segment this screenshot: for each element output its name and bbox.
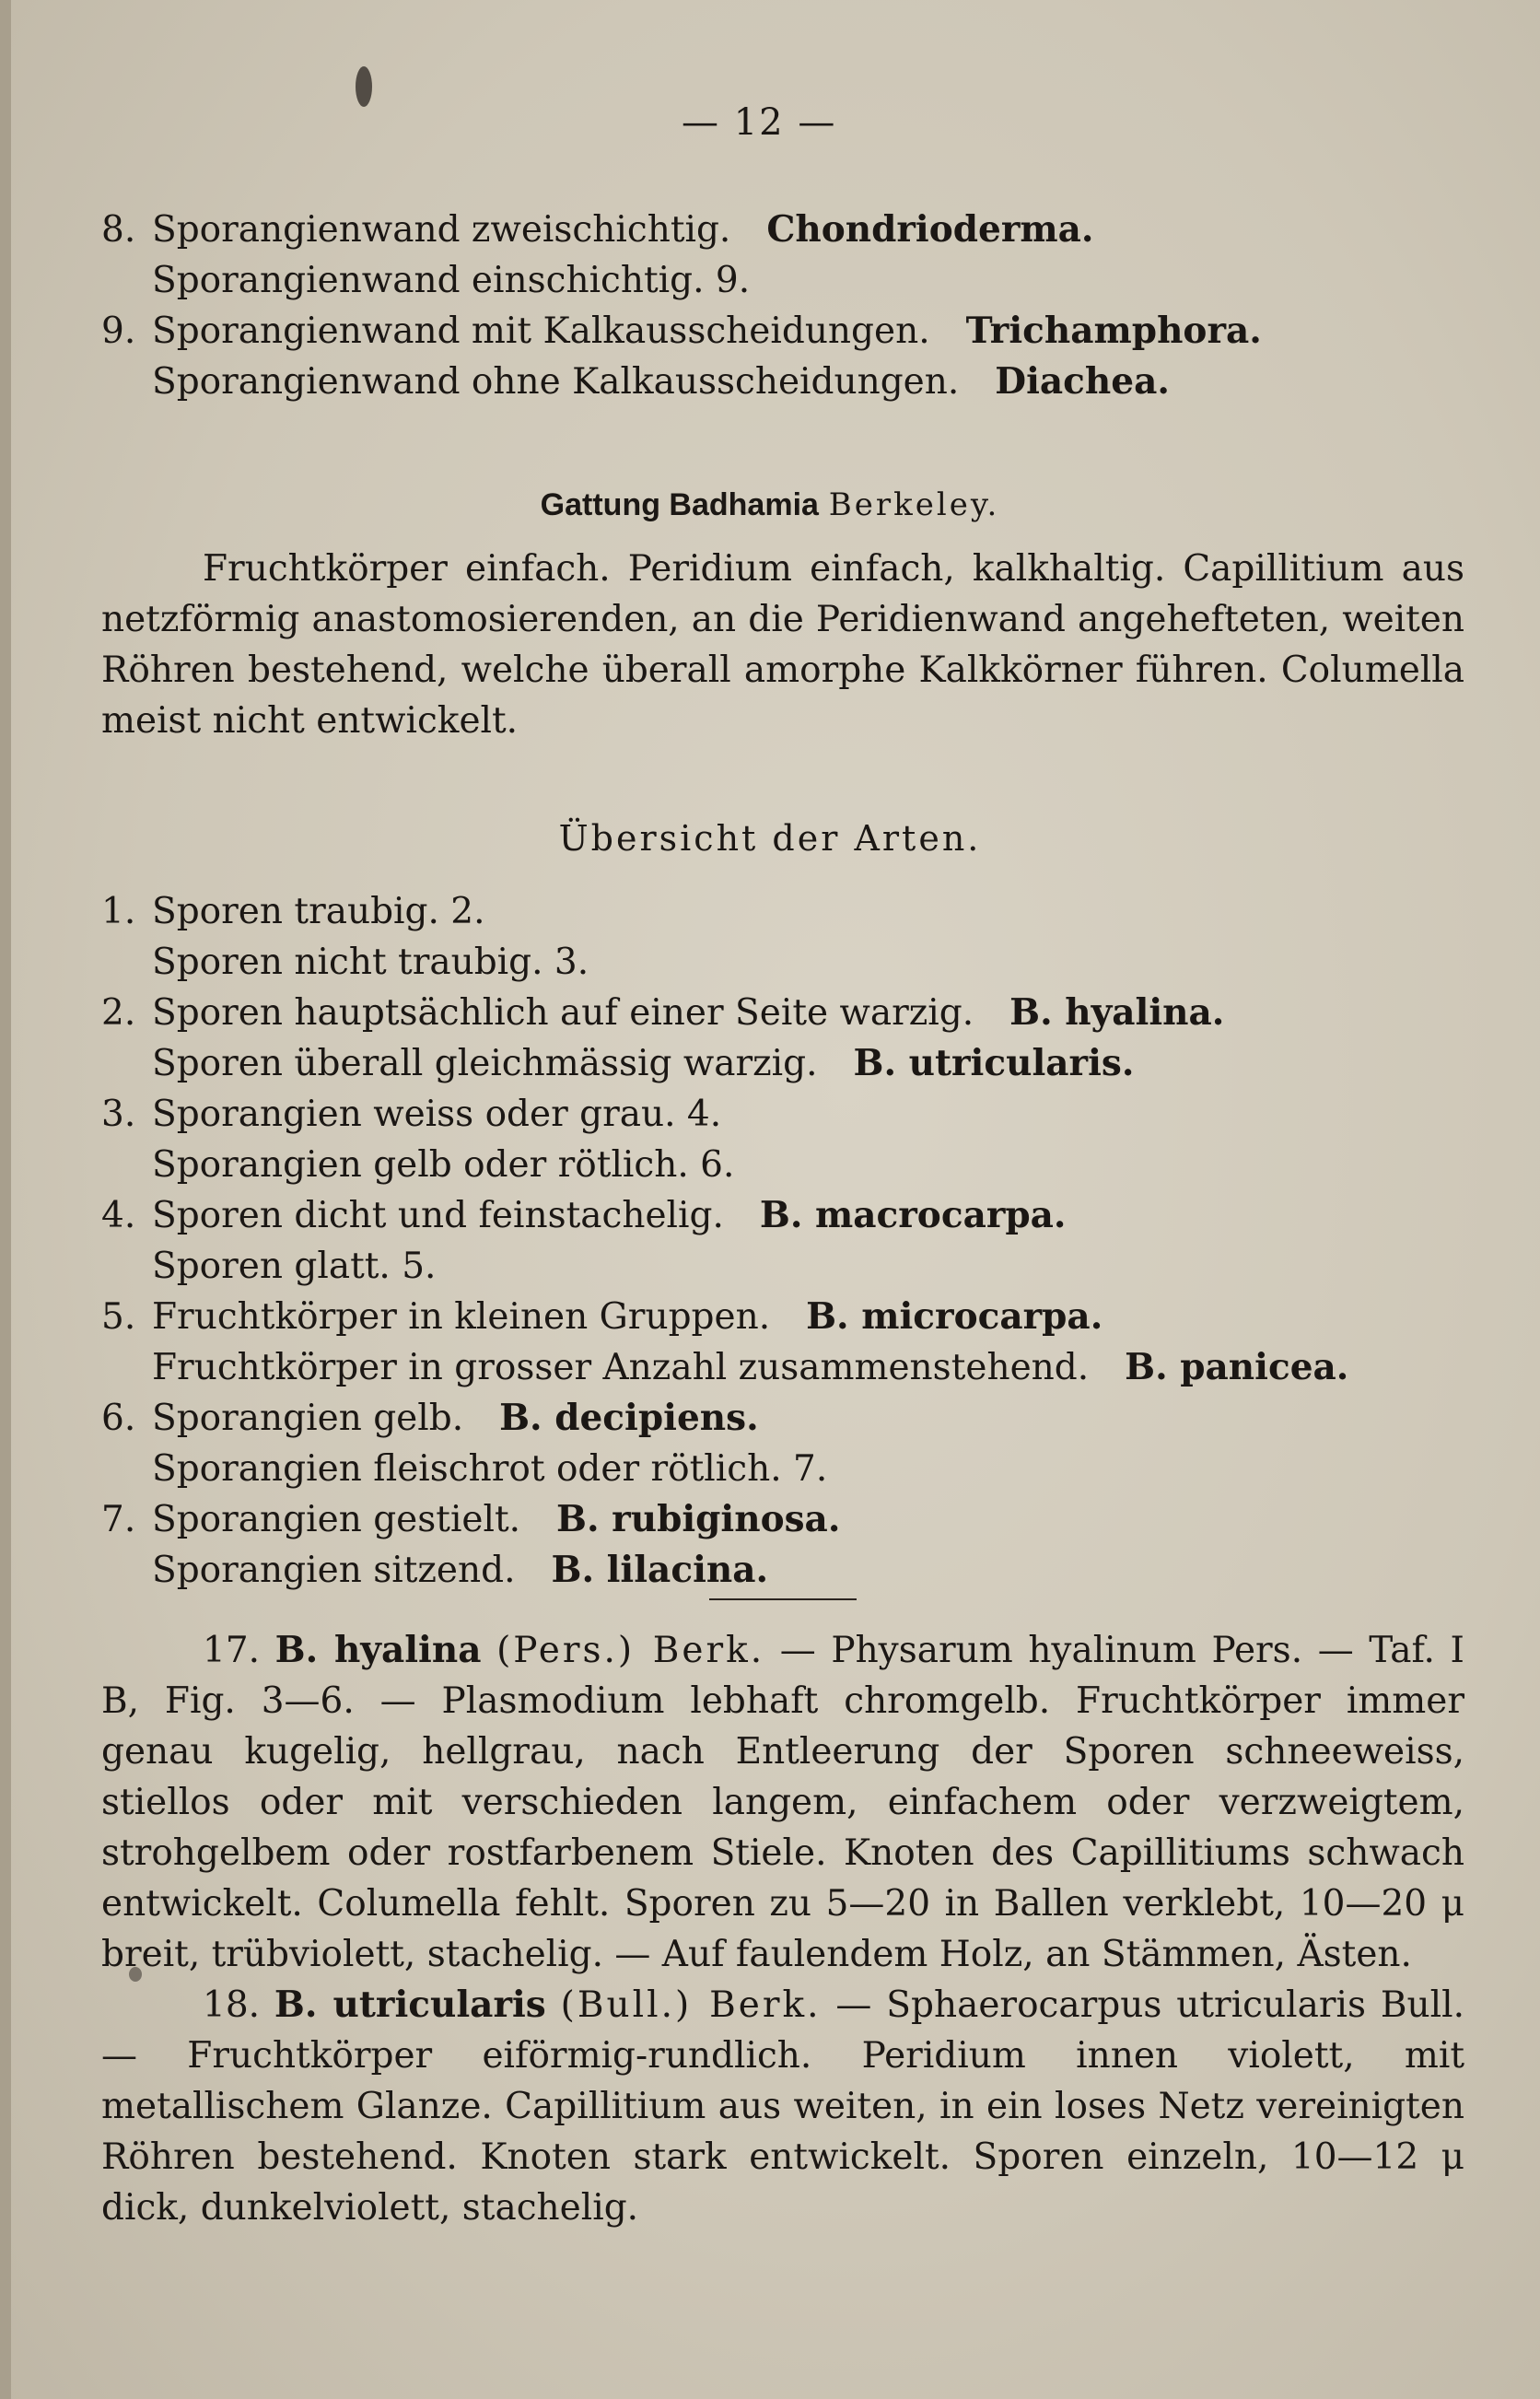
key-taxon: B. lilacina. [551,1549,769,1591]
species-descriptions [101,1625,1464,2233]
key-text: Sporangienwand einschichtig. 9. [152,260,751,301]
key-text: Sporangien sitzend. [152,1550,516,1591]
overview-title: Übersicht der Arten. [558,818,982,859]
key-line [101,1342,1464,1393]
key-taxon: B. decipiens. [499,1397,759,1439]
key-line [101,886,1464,937]
key-line [101,937,1464,988]
species-number: 17. [203,1630,261,1671]
key-number: 3. [101,1094,136,1135]
key-text: Fruchtkörper in kleinen Gruppen. [152,1296,771,1338]
key-number: 4. [101,1195,136,1236]
key-number: 7. [101,1499,136,1540]
key-text: Sporangien gelb oder rötlich. 6. [152,1144,735,1186]
ink-spot [356,66,372,107]
genus-description [101,544,1464,746]
species-key-list [101,886,1464,1596]
key-text: Sporen dicht und feinstachelig. [152,1195,724,1236]
genus-heading [0,486,1540,523]
genus-author: Berkeley. [828,486,1000,523]
key-number: 1. [101,891,136,932]
key-line [101,1089,1464,1140]
key-taxon: B. panicea. [1125,1346,1349,1388]
key-line [101,1444,1464,1494]
key-taxon: Diachea. [995,360,1170,403]
key-text: Sporen traubig. 2. [152,891,485,932]
key-text: Sporangien fleischrot oder rötlich. 7. [152,1448,828,1490]
genus-name: Gattung Badhamia [540,487,819,522]
key-text: Sporangienwand ohne Kalkausscheidungen. [152,361,960,403]
top-key [101,205,1464,407]
key-taxon: B. microcarpa. [806,1295,1103,1338]
key-text: Sporen nicht traubig. 3. [152,942,589,983]
key-line [101,306,1464,357]
key-text: Sporen hauptsächlich auf einer Seite warzig. [152,992,974,1034]
key-number: 2. [101,992,136,1034]
key-text: Sporen überall gleichmässig warzig. [152,1043,818,1084]
key-taxon: B. macrocarpa. [759,1194,1067,1236]
key-text: Sporangien weiss oder grau. 4. [152,1094,722,1135]
species-author: (Bull.) Berk. [560,1984,822,2026]
key-line [101,1241,1464,1292]
key-line [101,1292,1464,1342]
genus-description-text: Fruchtkörper einfach. Peridium einfach, kalkhaltig. Capillitium aus netzförmig anastomosierenden, an die Peridienwand angehefteten, weiten Röhren bestehend, welche überall amorphe Kalkkörner führen. Columella meist nicht entwickelt. [101,548,1464,742]
key-taxon: B. rubiginosa. [556,1498,841,1540]
key-line [101,255,1464,306]
key-line [101,1190,1464,1241]
species-key [101,886,1464,1596]
species-number: 18. [203,1984,261,2026]
key-line [101,1038,1464,1089]
species-text: — Sphaerocarpus utricularis Bull. — Fruchtkörper eiförmig-rundlich. Peridium innen violett, mit metallischem Glanze. Capillitium aus weiten, in ein loses Netz vereinigten Röhren bestehend. Knoten stark entwickelt. Sporen einzeln, 10—12 μ dick, dunkelviolett, stachelig. [101,1984,1464,2229]
key-taxon: Trichamphora. [965,310,1262,352]
key-line [101,1545,1464,1596]
key-line [101,988,1464,1038]
key-line [101,357,1464,407]
species-entry-18 [101,1980,1464,2233]
key-text: Sporangien gelb. [152,1398,464,1439]
key-text: Sporen glatt. 5. [152,1246,437,1287]
key-number: 8. [101,209,136,251]
key-taxon: B. hyalina. [1009,991,1225,1034]
key-line [101,1393,1464,1444]
genus-description-block [101,544,1464,746]
key-text: Sporangienwand mit Kalkausscheidungen. [152,310,930,352]
key-text: Fruchtkörper in grosser Anzahl zusammenstehend. [152,1347,1090,1388]
key-text: Sporangien gestielt. [152,1499,521,1540]
key-line [101,1140,1464,1190]
section-divider [709,1598,857,1600]
species-name: B. utricularis [274,1984,546,2026]
top-key-list [101,205,1464,407]
key-line [101,205,1464,255]
key-number: 9. [101,310,136,352]
species-author: (Pers.) Berk. [496,1630,765,1671]
key-line [101,1494,1464,1545]
species-name: B. hyalina [274,1629,482,1671]
species-entry-17 [101,1625,1464,1980]
page-number: — 12 — [682,101,837,144]
key-number: 5. [101,1296,136,1338]
key-text: Sporangienwand zweischichtig. [152,209,731,251]
key-number: 6. [101,1398,136,1439]
key-taxon: Chondrioderma. [766,208,1094,251]
species-text: — Physarum hyalinum Pers. — Taf. I B, Fig. 3—6. — Plasmodium lebhaft chromgelb. Fruchtkörper immer genau kugelig, hellgrau, nach Entleerung der Sporen schneeweiss, stiellos oder mit verschieden langem, einfachem oder verzweigtem, strohgelbem oder rostfarbenem Stiele. Knoten des Capillitiums schwach entwickelt. Columella fehlt. Sporen zu 5—20 in Ballen verklebt, 10—20 μ breit, trübviolett, stachelig. — Auf faulendem Holz, an Stämmen, Ästen. [101,1630,1464,1975]
key-taxon: B. utricularis. [853,1042,1135,1084]
